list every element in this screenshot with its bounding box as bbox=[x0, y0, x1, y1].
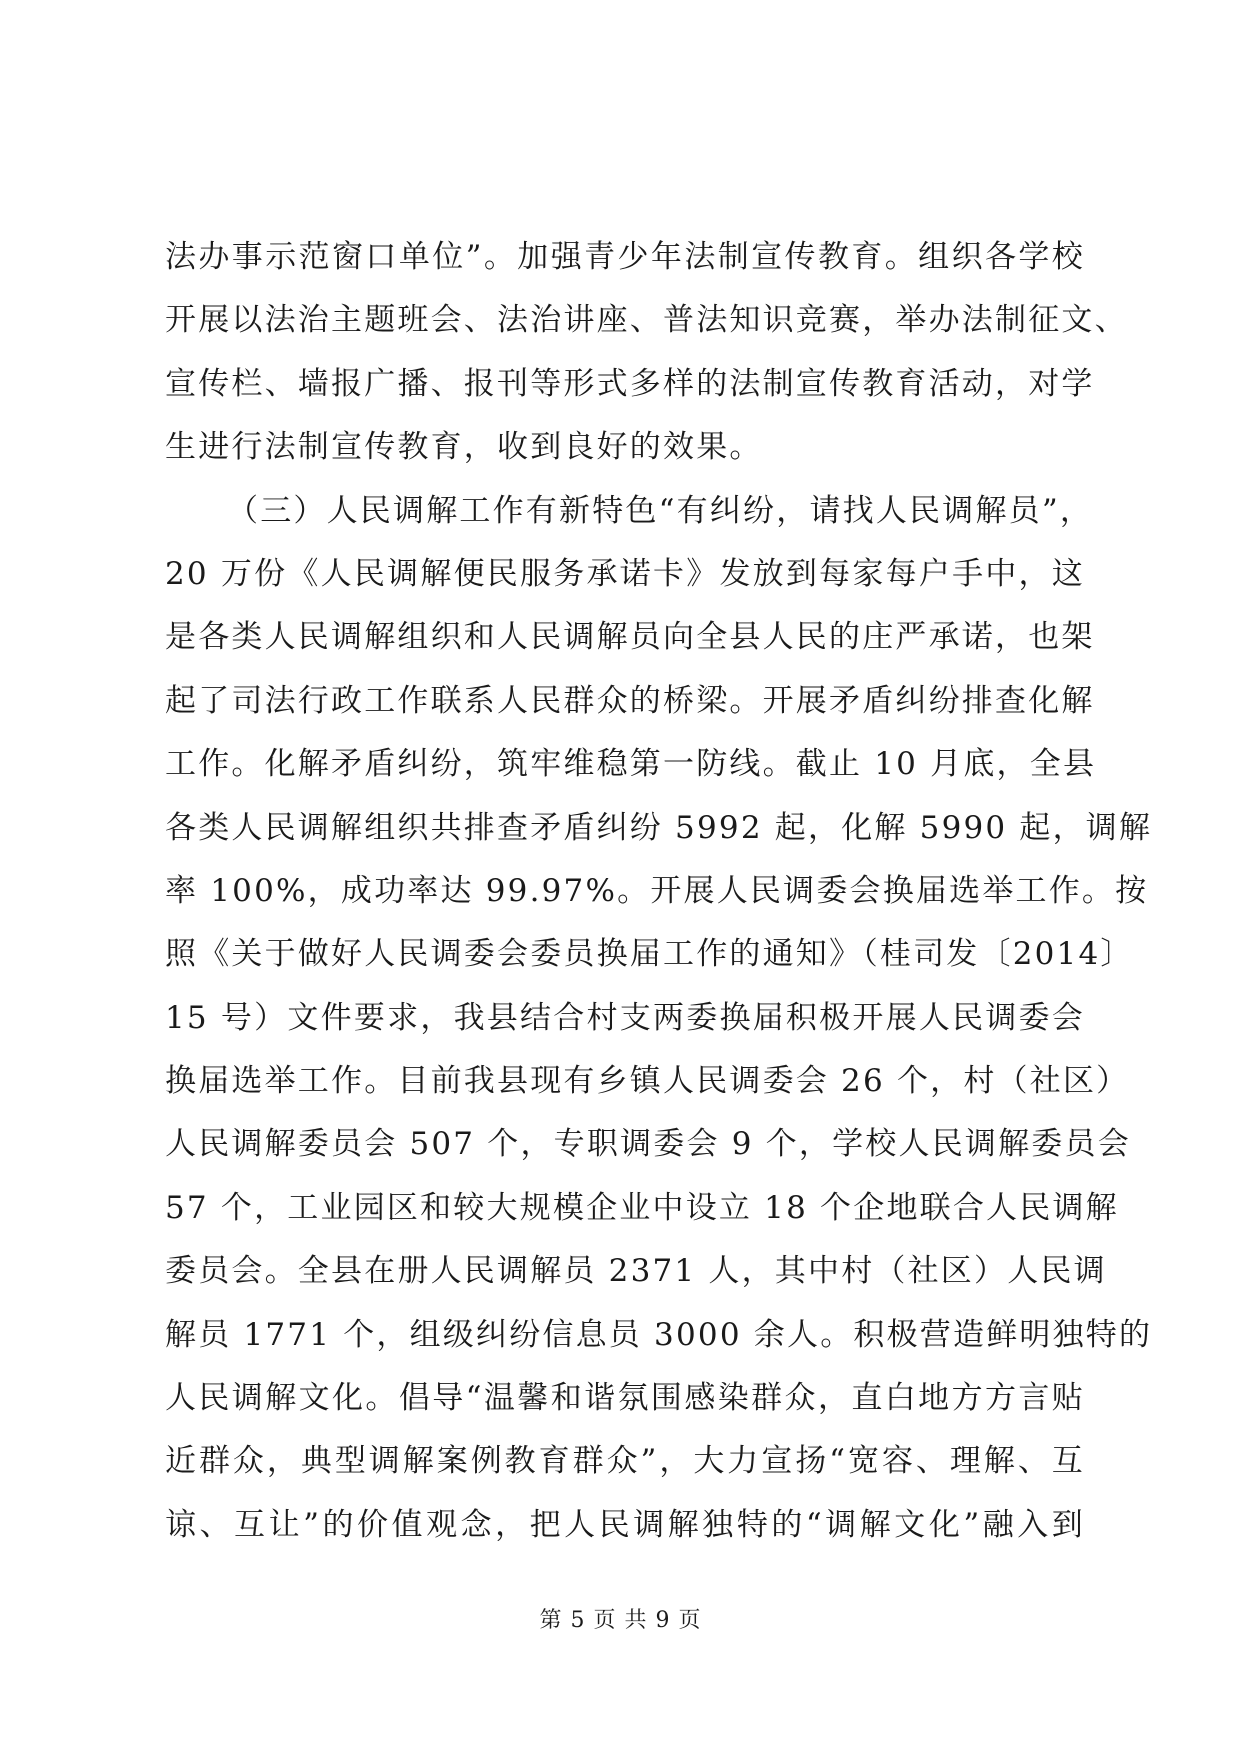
text-line: 照《关于做好人民调委会委员换届工作的通知》（桂司发〔2014〕 bbox=[165, 936, 1134, 973]
text-line: 率 100%，成功率达 99.97%。开展人民调委会换届选举工作。按 bbox=[165, 872, 1149, 909]
text-line: 人民调解文化。倡导“温馨和谐氛围感染群众，直白地方方言贴 bbox=[165, 1380, 1085, 1417]
text-line: 20 万份《人民调解便民服务承诺卡》发放到每家每户手中，这 bbox=[165, 555, 1085, 592]
document-body bbox=[165, 226, 1153, 1557]
text-line: 57 个，工业园区和较大规模企业中设立 18 个企地联合人民调解 bbox=[165, 1189, 1119, 1226]
section-heading-line: （三）人民调解工作有新特色“有纠纷，请找人民调解员”， bbox=[227, 492, 1094, 529]
page-number-footer: 第 5 页 共 9 页 bbox=[539, 1608, 702, 1633]
text-line: 生进行法制宣传教育，收到良好的效果。 bbox=[165, 429, 763, 466]
text-line: 解员 1771 个，组级纠纷信息员 3000 余人。积极营造鲜明独特的 bbox=[165, 1316, 1153, 1353]
text-line: 15 号）文件要求，我县结合村支两委换届积极开展人民调委会 bbox=[165, 999, 1085, 1036]
text-line: 开展以法治主题班会、法治讲座、普法知识竞赛，举办法制征文、 bbox=[165, 302, 1128, 339]
text-line: 委员会。全县在册人民调解员 2371 人，其中村（社区）人民调 bbox=[165, 1253, 1107, 1290]
text-line: 人民调解委员会 507 个，专职调委会 9 个，学校人民调解委员会 bbox=[165, 1126, 1131, 1163]
text-line: 换届选举工作。目前我县现有乡镇人民调委会 26 个，村（社区） bbox=[165, 1063, 1130, 1100]
text-line: 法办事示范窗口单位”。加强青少年法制宣传教育。组织各学校 bbox=[165, 239, 1085, 275]
text-line: 起了司法行政工作联系人民群众的桥梁。开展矛盾纠纷排查化解 bbox=[165, 682, 1095, 719]
text-line: 近群众，典型调解案例教育群众”，大力宣扬“宽容、理解、互 bbox=[165, 1443, 1085, 1480]
text-line: 工作。化解矛盾纠纷，筑牢维稳第一防线。截止 10 月底，全县 bbox=[165, 746, 1097, 783]
text-line: 谅、互让”的价值观念，把人民调解独特的“调解文化”融入到 bbox=[165, 1506, 1085, 1543]
text-line: 各类人民调解组织共排查矛盾纠纷 5992 起，化解 5990 起，调解 bbox=[165, 809, 1153, 846]
text-line: 是各类人民调解组织和人民调解员向全县人民的庄严承诺，也架 bbox=[165, 619, 1095, 656]
text-line: 宣传栏、墙报广播、报刊等形式多样的法制宣传教育活动，对学 bbox=[165, 365, 1095, 402]
